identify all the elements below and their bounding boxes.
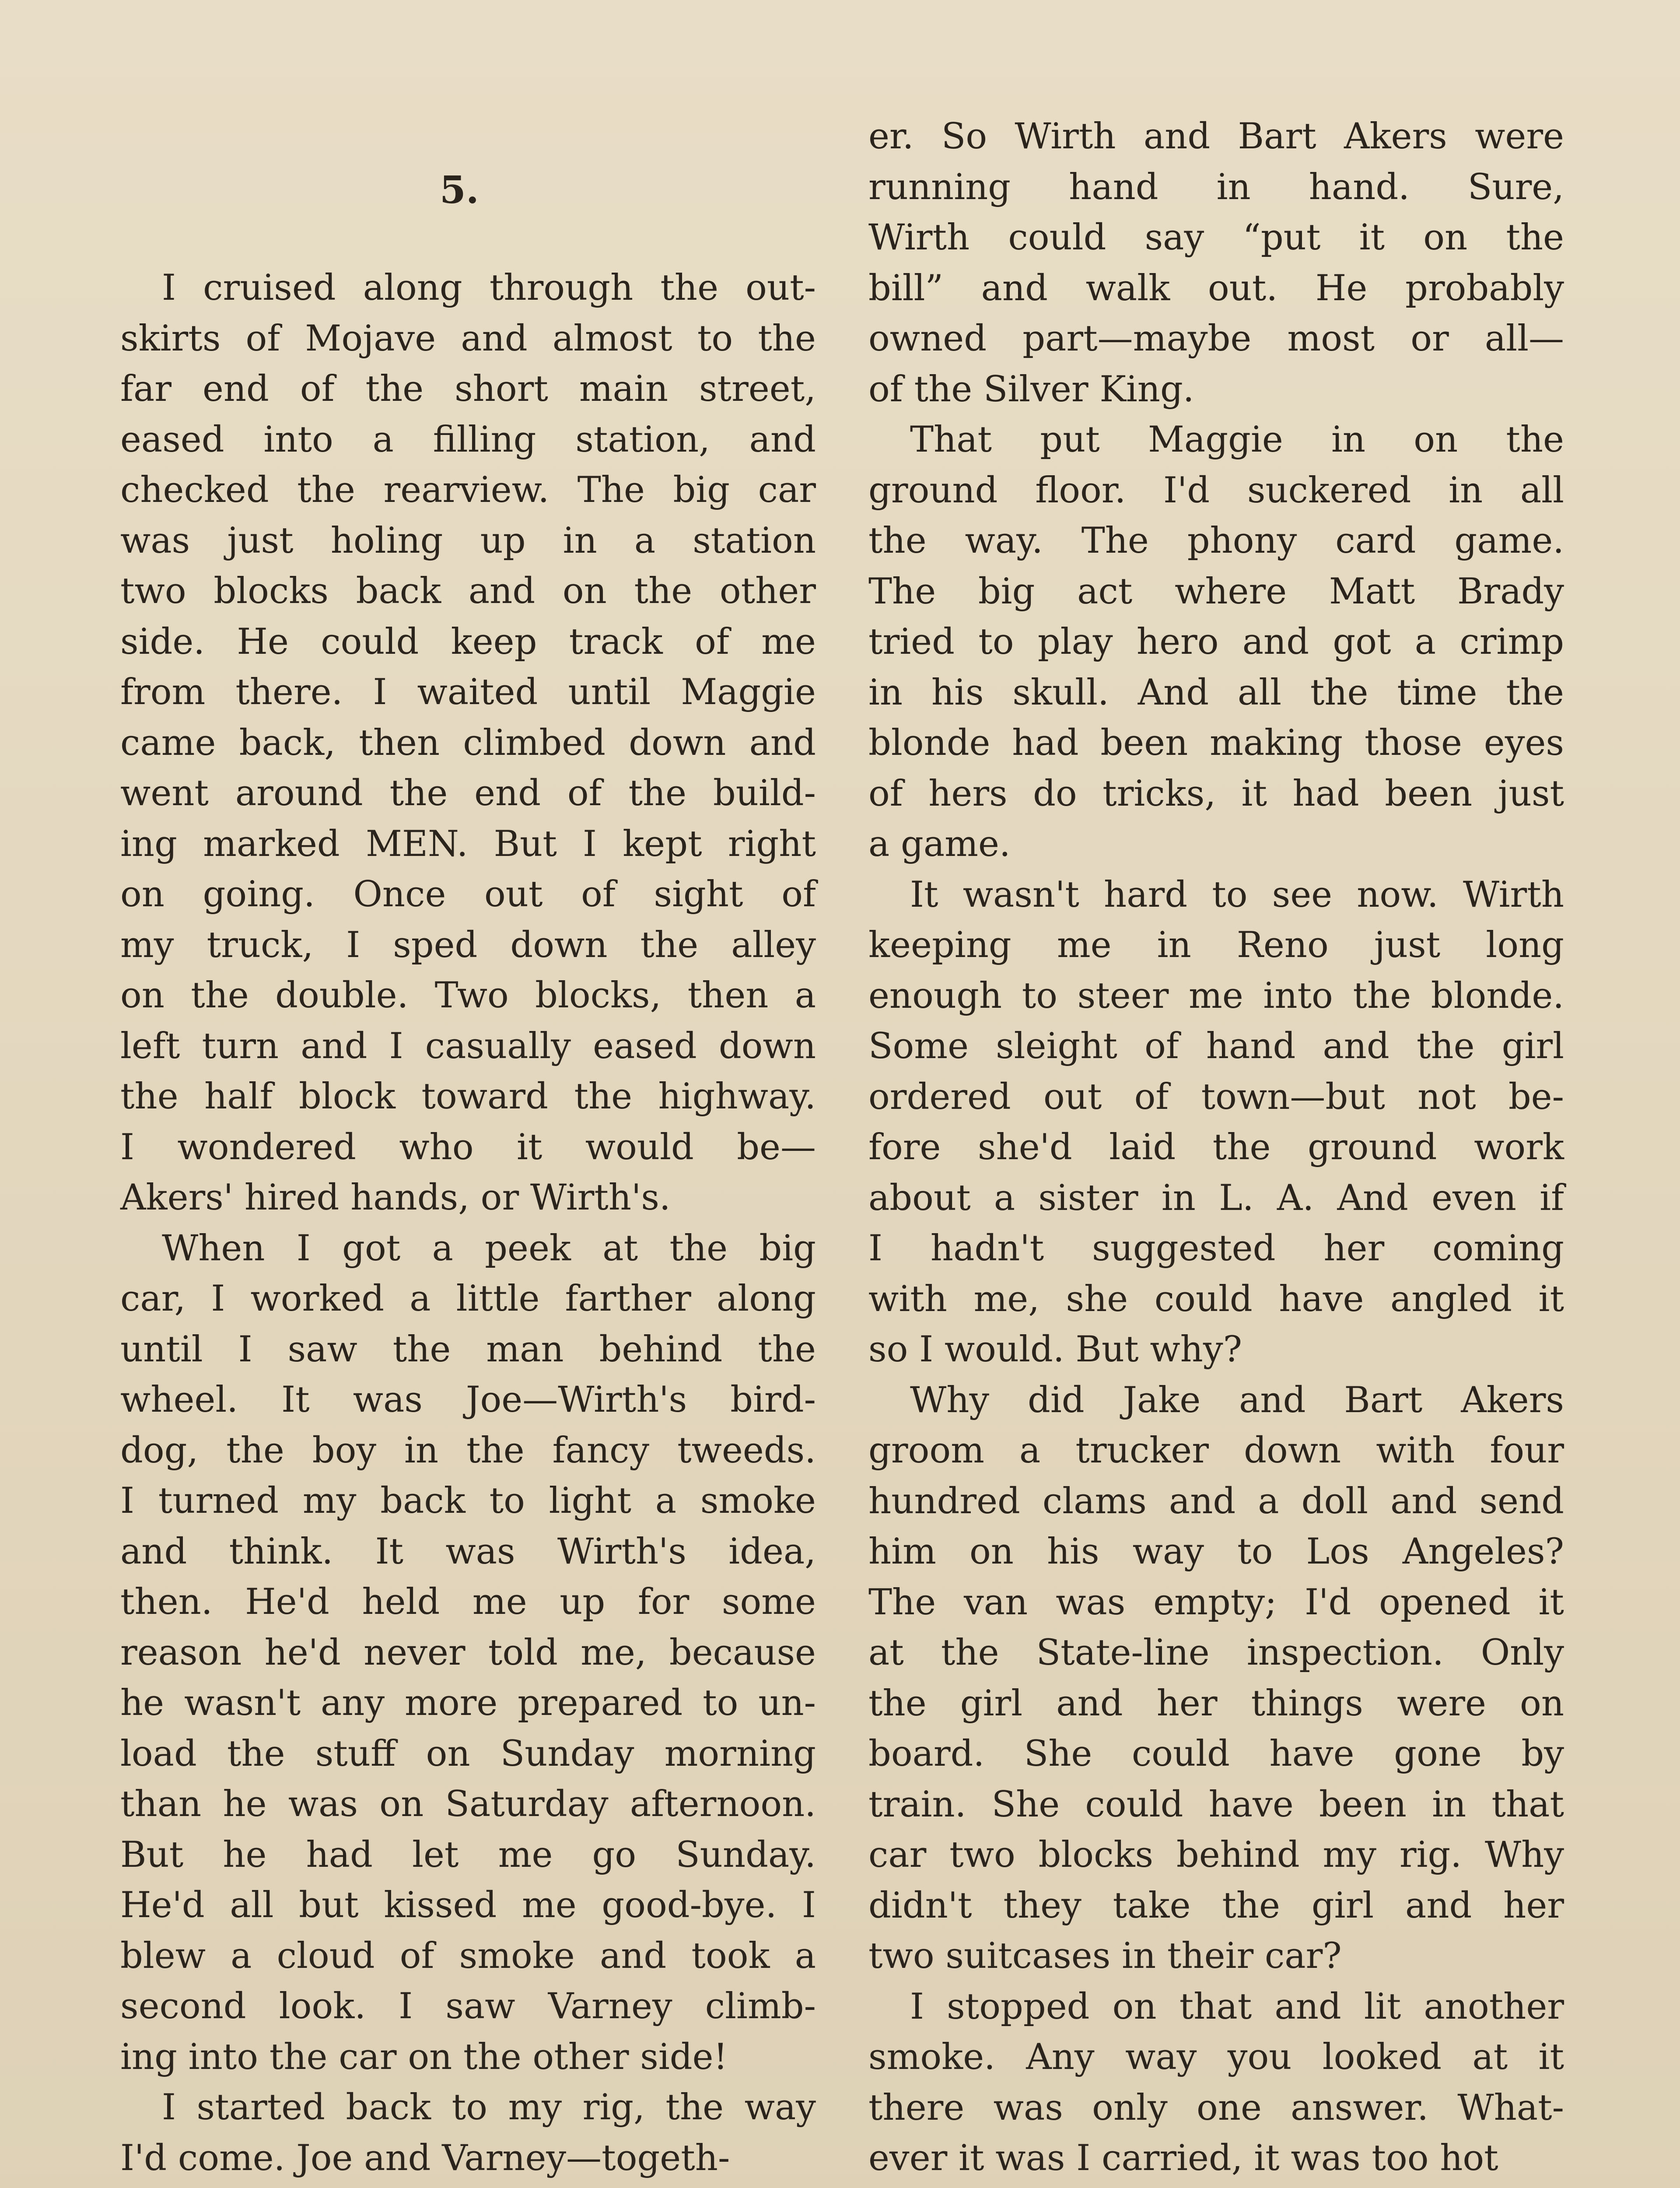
text-line: blew a cloud of smoke and took a: [120, 1935, 816, 1977]
text-line: two suitcases in their car?: [868, 1936, 1342, 1977]
text-line: reason he'd never told me, because: [120, 1632, 816, 1673]
text-line: at the State-line inspection. Only: [868, 1632, 1564, 1673]
text-line: until I saw the man behind the: [120, 1329, 816, 1370]
text-line: on the double. Two blocks, then a: [120, 975, 816, 1016]
text-line: car two blocks behind my rig. Why: [868, 1834, 1564, 1876]
text-line: the girl and her things were on: [868, 1683, 1564, 1724]
text-line: I'd come. Joe and Varney—togeth-: [120, 2137, 730, 2179]
text-line: left turn and I casually eased down: [120, 1025, 816, 1067]
text-line: That put Maggie in on the: [910, 419, 1564, 460]
text-line: side. He could keep track of me: [120, 621, 816, 663]
text-line: the half block toward the highway.: [120, 1076, 816, 1117]
text-line: of hers do tricks, it had been just: [868, 773, 1564, 814]
text-line: running hand in hand. Sure,: [868, 166, 1564, 208]
text-line: in his skull. And all the time the: [868, 672, 1564, 713]
text-line: keeping me in Reno just long: [868, 925, 1564, 966]
text-line: smoke. Any way you looked at it: [868, 2037, 1564, 2078]
text-line: train. She could have been in that: [868, 1784, 1564, 1825]
text-line: there was only one answer. What-: [868, 2087, 1564, 2128]
text-line: far end of the short main street,: [120, 368, 816, 410]
text-line: load the stuff on Sunday morning: [120, 1733, 816, 1774]
text-line: came back, then climbed down and: [120, 722, 816, 764]
text-line: blonde had been making those eyes: [868, 722, 1564, 764]
text-line: board. She could have gone by: [868, 1733, 1564, 1774]
text-line: enough to steer me into the blonde.: [868, 975, 1564, 1017]
text-line: wheel. It was Joe—Wirth's bird-: [120, 1379, 816, 1420]
text-line: ing into the car on the other side!: [120, 2036, 728, 2078]
text-line: er. So Wirth and Bart Akers were: [868, 116, 1564, 157]
text-line: ing marked MEN. But I kept right: [120, 823, 816, 865]
text-line: so I would. But why?: [868, 1329, 1242, 1370]
text-line: Some sleight of hand and the girl: [868, 1026, 1564, 1067]
text-line: Why did Jake and Bart Akers: [910, 1379, 1564, 1421]
text-line: dog, the boy in the fancy tweeds.: [120, 1430, 816, 1471]
text-line: he wasn't any more prepared to un-: [120, 1683, 816, 1724]
text-line: him on his way to Los Angeles?: [868, 1531, 1564, 1572]
text-line: When I got a peek at the big: [162, 1227, 816, 1269]
text-line: But he had let me go Sunday.: [120, 1834, 816, 1876]
text-line: and think. It was Wirth's idea,: [120, 1531, 816, 1572]
text-line: He'd all but kissed me good-bye. I: [120, 1885, 816, 1926]
text-line: the way. The phony card game.: [868, 520, 1564, 561]
text-line: The van was empty; I'd opened it: [868, 1581, 1564, 1623]
text-line: bill” and walk out. He probably: [868, 267, 1564, 309]
text-line: eased into a filling station, and: [120, 419, 816, 460]
text-line: of the Silver King.: [868, 368, 1194, 410]
text-line: I stopped on that and lit another: [910, 1986, 1564, 2027]
text-line: car, I worked a little farther along: [120, 1278, 816, 1319]
text-line: Akers' hired hands, or Wirth's.: [120, 1177, 671, 1218]
text-line: went around the end of the build-: [120, 773, 816, 814]
text-line: fore she'd laid the ground work: [868, 1127, 1564, 1168]
text-line: I wondered who it would be—: [120, 1126, 816, 1168]
text-line: ever it was I carried, it was too hot: [868, 2138, 1498, 2179]
text-line: The big act where Matt Brady: [868, 571, 1564, 612]
text-line: ordered out of town—but not be-: [868, 1076, 1564, 1118]
text-line: on going. Once out of sight of: [120, 874, 816, 915]
text-line: groom a trucker down with four: [868, 1430, 1564, 1471]
text-line: skirts of Mojave and almost to the: [120, 318, 816, 359]
text-line: a game.: [868, 824, 1011, 865]
text-line: didn't they take the girl and her: [868, 1885, 1564, 1926]
text-line: second look. I saw Varney climb-: [120, 1986, 816, 2027]
text-line: my truck, I sped down the alley: [120, 924, 816, 966]
text-line: from there. I waited until Maggie: [120, 672, 816, 713]
text-line: ground floor. I'd suckered in all: [868, 470, 1564, 511]
text-line: tried to play hero and got a crimp: [868, 621, 1564, 663]
text-line: checked the rearview. The big car: [120, 470, 816, 511]
text-line: I cruised along through the out-: [162, 267, 816, 309]
text-line: I started back to my rig, the way: [162, 2087, 816, 2128]
text-line: I turned my back to light a smoke: [120, 1480, 816, 1522]
text-line: two blocks back and on the other: [120, 571, 816, 612]
text-line: then. He'd held me up for some: [120, 1581, 816, 1623]
text-line: It wasn't hard to see now. Wirth: [910, 874, 1564, 915]
text-line: owned part—maybe most or all—: [868, 318, 1564, 359]
text-line: I hadn't suggested her coming: [868, 1228, 1564, 1269]
text-line: hundred clams and a doll and send: [868, 1480, 1564, 1522]
text-line: was just holing up in a station: [120, 520, 816, 561]
text-line: Wirth could say “put it on the: [868, 217, 1564, 258]
text-line: with me, she could have angled it: [868, 1278, 1564, 1320]
section-number: 5.: [440, 168, 479, 212]
text-line: about a sister in L. A. And even if: [868, 1177, 1564, 1219]
text-line: than he was on Saturday afternoon.: [120, 1784, 816, 1825]
